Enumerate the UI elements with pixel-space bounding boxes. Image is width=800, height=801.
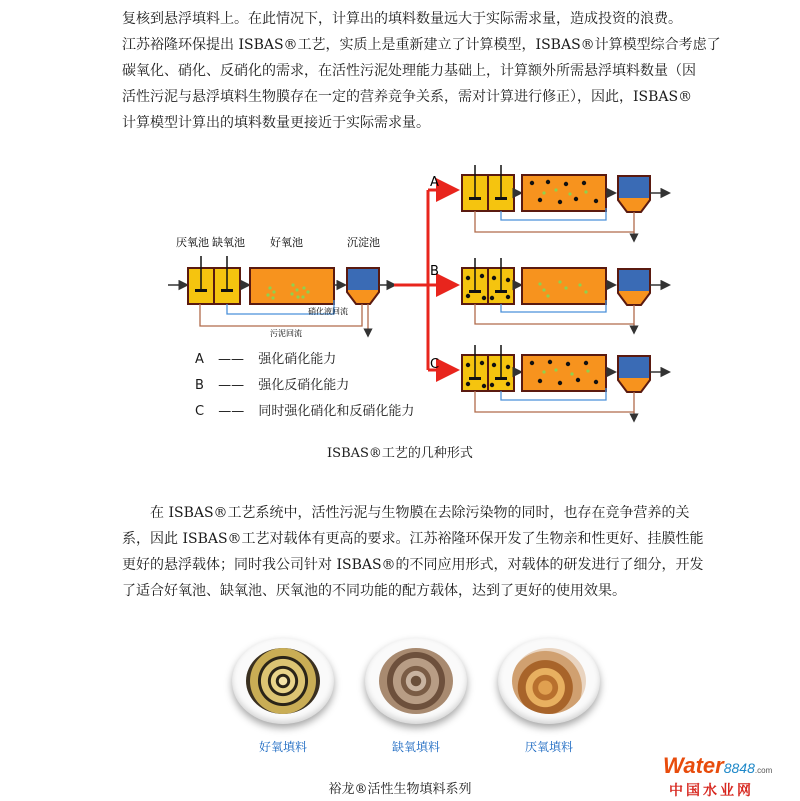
- logo-brand: Water: [663, 753, 724, 778]
- process-variant-b: [462, 258, 668, 332]
- text-line: 碳氧化、硝化、反硝化的需求，在活性污泥处理能力基础上，计算额外所需悬浮填料数量（因: [122, 63, 696, 79]
- text-line: 复核到悬浮填料上。在此情况下，计算出的填料数量远大于实际需求量，造成投资的浪费。: [122, 11, 682, 27]
- aerobic-media-label: 好氧填料: [258, 740, 307, 754]
- text-line: 计算模型计算出的填料数量更接近于实际需求量。: [122, 115, 430, 131]
- text-line: 了适合好氧池、缺氧池、厌氧池的不同功能的配方载体，达到了更好的使用效果。: [122, 583, 626, 599]
- anaerobic-media-photo: [498, 638, 600, 724]
- aerobic-media-photo: [232, 638, 334, 724]
- logo-number: 8848: [723, 760, 755, 776]
- text-line: 活性污泥与悬浮填料生物膜存在一定的营养竞争关系，需对计算进行修正），因此，ISBAS®: [122, 89, 693, 105]
- label-aerobic: 好氧池: [270, 236, 303, 249]
- branch-arrows: [394, 175, 454, 372]
- anoxic-media-photo: [365, 638, 467, 724]
- branch-letter-c: C: [430, 357, 440, 372]
- paragraph-carrier: [122, 500, 704, 604]
- anoxic-media-label: 缺氧填料: [391, 740, 440, 754]
- process-variant-c: [462, 345, 668, 420]
- paragraph-intro: [122, 6, 721, 136]
- label-clarifier: 沉淀池: [347, 236, 380, 249]
- branch-letter-a: A: [430, 175, 439, 190]
- diagram-caption: ISBAS®工艺的几种形式: [327, 446, 473, 461]
- text-line: 系，因此 ISBAS®工艺对载体有更高的要求。江苏裕隆环保开发了生物亲和性更好、挂膜性能: [122, 531, 704, 547]
- logo-domain: .com: [754, 766, 773, 775]
- label-anoxic: 缺氧池: [212, 236, 245, 249]
- process-variant-a: [462, 165, 668, 240]
- legend-item-c: C —— 同时强化硝化和反硝化能力: [195, 404, 415, 419]
- water8848-logo: [663, 755, 793, 797]
- legend-item-a: A —— 强化硝化能力: [195, 352, 337, 367]
- text-line: 更好的悬浮载体；同时我公司针对 ISBAS®的不同应用形式，对载体的研发进行了细分，开发: [122, 557, 704, 573]
- label-nitrate-recycle: 硝化液回流: [308, 307, 348, 316]
- text-line: 在 ISBAS®工艺系统中，活性污泥与生物膜在去除污染物的同时，也存在竞争营养的关: [150, 505, 690, 521]
- media-photos: [220, 630, 600, 754]
- label-anaerobic: 厌氧池: [176, 236, 209, 249]
- branch-letter-b: B: [430, 264, 439, 279]
- text-line: 江苏裕隆环保提出 ISBAS®工艺，实质上是重新建立了计算模型，ISBAS®计算模型综合考虑了: [122, 37, 721, 53]
- legend-item-b: B —— 强化反硝化能力: [195, 378, 350, 393]
- label-sludge-recycle: 污泥回流: [270, 329, 302, 338]
- anaerobic-media-label: 厌氧填料: [524, 740, 573, 754]
- main-process: [168, 235, 394, 338]
- diagram-legend: [195, 347, 414, 425]
- logo-chinese-name: 中国水业网: [669, 783, 754, 799]
- media-caption: 裕龙®活性生物填料系列: [328, 782, 472, 797]
